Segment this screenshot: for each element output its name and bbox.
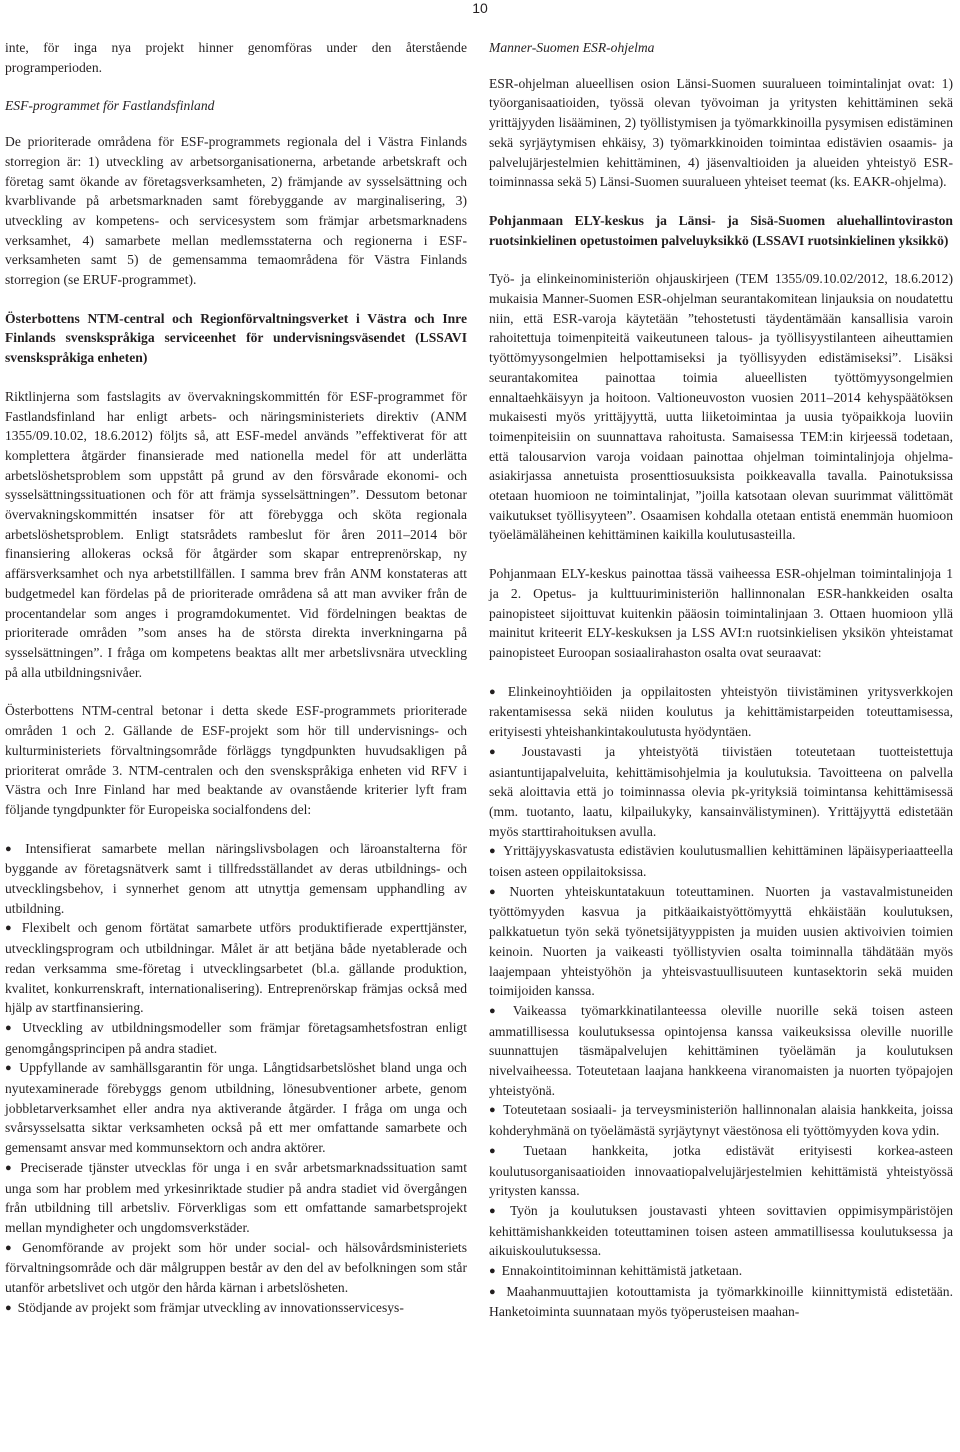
paragraph-priorities: De prioriterade områdena för ESF-programmets regionala del i Västra Finlands storregion är: 1) utveckling av arbetsorganisationerna, arbetande arbetskraft och företag samt ökande av företagsverksamheten, 2) främjande av sysselsättning och kvarblivande på arbetsmarknaden samt förebyggande av marginalisering, 3) utveckling av kompetens- och servicesystem som främjar arbetsmarknadens verksamhet, 4) samarbete mellan medlemsstaterna och regionerna i ESF-verksamheten samt 5) de gemensamma temaområdena för Västra Finlands storregion (se ERUF-programmet). bbox=[5, 134, 467, 288]
bullet-icon: ● bbox=[5, 1241, 17, 1254]
list-item: ● Toteutetaan sosiaali- ja terveysministeriön hallinnonalan alaisia hankkeita, joissa kohderyhmänä on työelämästä syrjäytynyt väestönosa eli työttömyyden kova ydin. bbox=[489, 1102, 953, 1139]
list-item: ● Elinkeinoyhtiöiden ja oppilaitosten yhteistyön tiivistäminen yritysverkkojen rakentamisessa sekä niiden koulutus ja kehittämistarpeiden toteuttamisessa, erityisesti yhteishankintakoulutusta hyödyntäen. bbox=[489, 683, 953, 740]
bullet-icon: ● bbox=[5, 842, 20, 855]
bullet-icon: ● bbox=[5, 1301, 12, 1314]
list-item: ● Utveckling av utbildningsmodeller som främjar företagsamhetsfostran enligt genomgångsprincipen på andra stadiet. bbox=[5, 1019, 467, 1056]
right-column bbox=[489, 38, 953, 1322]
bullet-icon: ● bbox=[5, 1161, 15, 1174]
bullet-icon: ● bbox=[489, 1285, 501, 1298]
bullet-icon: ● bbox=[489, 745, 516, 758]
bullet-list-fi bbox=[489, 682, 953, 1323]
intro-paragraph: inte, för inga nya projekt hinner genomföras under den återstående programperioden. bbox=[5, 40, 467, 75]
paragraph-guidelines: Riktlinjerna som fastslagits av övervakningskommittén för ESF-programmet för Fastlandsfinland har enligt arbets- och näringsministeriets direktiv (ANM 1355/09.10.02, 18.6.2012) följts så, att ESF-medel används ”effektiverat för att komplettera åtgärder finansierade med nationella medel för att underlätta arbetslöshetsproblem som uppstått på grund av den försvårade ekonomi- och sysselsättningssituationen och för att främja sysselsättningen”. Dessutom betonar övervakningskommittén insatser för att förebygga och sköta regionala arbetslöshetsproblem. Enligt statsrådets rambeslut för åren 2011–2014 bör finansiering allokeras också för åtgärder som skapar entreprenörskap, ny affärsverksamhet och nya arbetstillfällen. I samma brev från ANM konstateras att budgetmedel kan fördelas på de prioriterade områdena så att man avviker från de procentandelar som anges i programdokumentet. Vid fördelningen beaktas de prioriterade områden ”som anses ha de största direkta inverkningarna på sysselsättningen”. I fråga om kompetens beaktas allt mer arbetslivsnära utveckling på alla utbildningsnivåer. bbox=[5, 388, 467, 680]
list-item: ● Vaikeassa työmarkkinatilanteessa oleville nuorille sekä toisen asteen ammatillisessa koulutuksessa opintojensa kanssa vaikeuksissa oleville nuorille suunnattujen täsmäpalvelujen kehittäminen työelämän ja koulutuksen nivelvaiheessa. Toteutetaan laajana hankkeena viranomaisten ja nuorten työpajojen yhteistyönä. bbox=[489, 1002, 953, 1098]
list-item: ● Nuorten yhteiskuntatakuun toteuttaminen. Nuorten ja vastavalmistuneiden työttömyyden kasvua ja pitkäaikaistyöttömyyttä ehkäistään koulutuksen, palkkatuetun työn sekä työnetsijätyyppisten ja muiden uusien aktivoivien toimien keinoin. Nuorten ja vaikeasti työllistyvien osalta toiminnalla tähdätään myös laajempaan yhteistyöhön ja yhteisvastuullisuuteen kuntasektorin sekä muiden toimijoiden kanssa. bbox=[489, 883, 953, 999]
list-item: ● Tuetaan hankkeita, jotka edistävät erityisesti korkea-asteen koulutusorganisaatioiden innovaatiopalvelujärjestelmien kehittämistä yhteistyössä yritysten kanssa. bbox=[489, 1142, 953, 1199]
bullet-icon: ● bbox=[5, 1021, 17, 1034]
list-item: ● Preciserade tjänster utvecklas för unga i en svår arbetsmarknadssituation samt unga som har problem med yrkesinriktade studier på andra stadiet vid övergången från utbildning till arbetsliv. Förverkligas som ett omfattande samarbetsprojekt mellan myndigheter och ungdomsverkstäder. bbox=[5, 1159, 467, 1235]
page-number: 10 bbox=[472, 0, 488, 16]
list-item: ● Genomförande av projekt som hör under social- och hälsovårdsministeriets förvaltningsområde och där målgruppen består av den del av befolkningen som står utanför arbetslivet och utgör den hårda kärnan i arbetslösheten. bbox=[5, 1239, 467, 1296]
left-column bbox=[5, 38, 467, 1318]
bullet-icon: ● bbox=[489, 885, 504, 898]
bullet-list-sv bbox=[5, 839, 467, 1319]
list-item: ● Joustavasti ja yhteistyötä tiivistäen toteutetaan tuotteistettuja asiantuntijapalveluita, kehittämisohjelmia ja koulutuksia. Tavoitteena on palvella sekä aloittavia että jo toiminnassa olevia pk-yrityksiä toimintansa kehittämisessä (mm. tuotanto, laatu, kilpailukyky, kansainvälistyminen). Yrittäjyyttä edistetään myös starttirahoituksen avulla. bbox=[489, 743, 953, 839]
bullet-icon: ● bbox=[489, 685, 502, 698]
bullet-icon: ● bbox=[489, 1004, 507, 1017]
list-item: ● Uppfyllande av samhällsgarantin för unga. Långtidsarbetslöshet bland unga och nyutexaminerade förebyggs genom utbildning, lönesubventioner arbete, genom jobbletarverksamhet eller andra nya aktiverande åtgärder. I fråga om unga och svårsysselsatta siktar verksamheten också på ett mer omfattande samarbete och gemensamt ansvar med kommunsektorn och andra aktörer. bbox=[5, 1060, 467, 1156]
bullet-icon: ● bbox=[5, 1062, 14, 1075]
list-item: ● Ennakointitoiminnan kehittämistä jatketaan. bbox=[489, 1263, 743, 1279]
bullet-icon: ● bbox=[489, 1144, 518, 1157]
bullet-icon: ● bbox=[489, 845, 498, 858]
bullet-icon: ● bbox=[5, 922, 16, 935]
list-item: ● Työn ja koulutuksen joustavasti yhteen sovittavien oppimisympäristöjen kehittämishankkeiden toteuttaminen toisen asteen ammatillisessa koulutuksessa ja aikuiskoulutuksessa. bbox=[489, 1202, 953, 1259]
paragraph-emphasis: Österbottens NTM-central betonar i detta skede ESF-programmets prioriterade områden 1 och 2. Gällande de ESF-projekt som hör till undervisnings- och kulturministeriets förvaltningsområde förläggs tyngdpunkten huvudsakligen på prioriterat område 3. NTM-centralen och den svenskspråkiga enheten vid RFV i Västra och Inre Finland har med beaktande av ovanstående kriterier lyft fram följande tyngdpunkter för Europeiska socialfondens del: bbox=[5, 703, 467, 817]
list-item: ● Stödjande av projekt som främjar utveckling av innovationsservicesys- bbox=[5, 1299, 404, 1315]
list-item: ● Yrittäjyyskasvatusta edistävien koulutusmallien kehittäminen läpäisyperiaatteella toisen asteen oppilaitoksissa. bbox=[489, 843, 953, 880]
section-title-esf: ESF-programmet för Fastlandsfinland bbox=[5, 98, 215, 114]
list-item: ● Intensifierat samarbete mellan näringslivsbolagen och läroanstalterna för byggande av företagsnätverk samt i tillfredsställandet av deras utbildnings- och utvecklingsbehov, i synnerhet genom att utnyttja gemensam upphandling av utbildning. bbox=[5, 840, 467, 916]
heading-ntm-central: Österbottens NTM-central och Regionförvaltningsverket i Västra och Inre Finlands svenskspråkiga serviceenhet för undervisningsväsendet (LSSAVI svenskspråkiga enheten) bbox=[5, 310, 467, 366]
list-item: ● Maahanmuuttajien kotouttamista ja työmarkkinoille kiinnittymistä edistetään. Hanketoiminta suunnataan myös työperusteisen maahan- bbox=[489, 1283, 953, 1320]
list-item: ● Flexibelt och genom förtätat samarbete utförs produktifierade experttjänster, utvecklingsprogram och utbildningar. Målet är att betjäna både nyetablerade och redan verksamma sme-företag i utvecklingsarbetet (bl.a. gällande produktion, kvalitet, konkurrenskraft, internationalisering). Entreprenörskap främjas också med hjälp av startfinansiering. bbox=[5, 920, 467, 1016]
bullet-icon: ● bbox=[489, 1204, 504, 1217]
heading-ely-keskus: Pohjanmaan ELY-keskus ja Länsi- ja Sisä-Suomen aluehallintoviraston ruotsinkielinen opetustoimen palveluyksikkö (LSSAVI ruotsinkielinen yksikkö) bbox=[489, 212, 953, 248]
bullet-icon: ● bbox=[489, 1265, 496, 1278]
bullet-icon: ● bbox=[489, 1104, 498, 1117]
paragraph-painotus: Pohjanmaan ELY-keskus painottaa tässä vaiheessa ESR-ohjelman toimintalinjoja 1 ja 2. Opetus- ja kulttuuriministeriön hallinnonalan ESR-hankkeiden osalta painopisteet sijoittuvat kuitenkin pääosin toimintalinjaan 3. Ottaen huomioon yllä mainitut kriteerit ELY-keskuksen ja LSS AVI:n ruotsinkielisen yksikön yhteistamat painopisteet Euroopan sosiaalirahaston osalta ovat seuraavat: bbox=[489, 566, 953, 660]
paragraph-toimintalinjat: ESR-ohjelman alueellisen osion Länsi-Suomen suuralueen toimintalinjat ovat: 1) työorganisaatioiden, työssä olevan työvoiman ja yritysten kehittäminen sekä yrittäjyyden lisääminen, 2) työllistymisen ja työmarkkinoilla pysymisen edistäminen sekä syrjäytymisen ehkäisy, 3) työmarkkinoiden toimintaa edistävien osaamis- ja palvelujärjestelmien kehittäminen, 4) jäsenvaltioiden ja alueiden yhteistyö ESR-toiminnassa sekä 5) Länsi-Suomen suuralueen yhteiset teemat (ks. EAKR-ohjelma). bbox=[489, 75, 953, 190]
paragraph-ohjauskirje: Työ- ja elinkeinoministeriön ohjauskirjeen (TEM 1355/09.10.02/2012, 18.6.2012) mukaisia Manner-Suomen ESR-ohjelman seurantakomitean linjauksia on noudatettu niin, että ESR-varoja käytetään ”tehostetusti täydentämään kansallisia varoin rahoitettuja toimenpiteitä vaikeutuneen talous- ja työllisyystilanteen aiheuttamien työttömyysongelmien helpottamiseksi ja työllisyyden edistämiseksi”. Lisäksi seurantakomitea painottaa toimia alueellisten työttömyysongelmien ennaltaehkäisyyn ja hoitoon. Valtioneuvoston vuosien 2011–2014 kehyspäätöksen mukaisesti myös yrittäjyyttä, uutta liiketoimintaa ja uusia työpaikkoja luoviin toimenpiteisiin on suunnattava rahoitusta. Samaisessa TEM:in kirjeessä todetaan, että talousarvion varoja voidaan painottaa ohjelman toimintalinjoja ohjelma-asiakirjassa annetuista prosenttiosuuksista poikkeavalla tavalla. Painotuksissa otetaan huomioon ne toimintalinjat, ”joilla katsotaan olevan suurimmat välittömät vaikutukset työllisyyteen”. Osaamisen kohdalla otetaan entistä enemmän huomioon työelämäläheinen kehittäminen kaikilla koulutusasteilla. bbox=[489, 271, 953, 543]
section-title-esr: Manner-Suomen ESR-ohjelma bbox=[489, 40, 655, 55]
